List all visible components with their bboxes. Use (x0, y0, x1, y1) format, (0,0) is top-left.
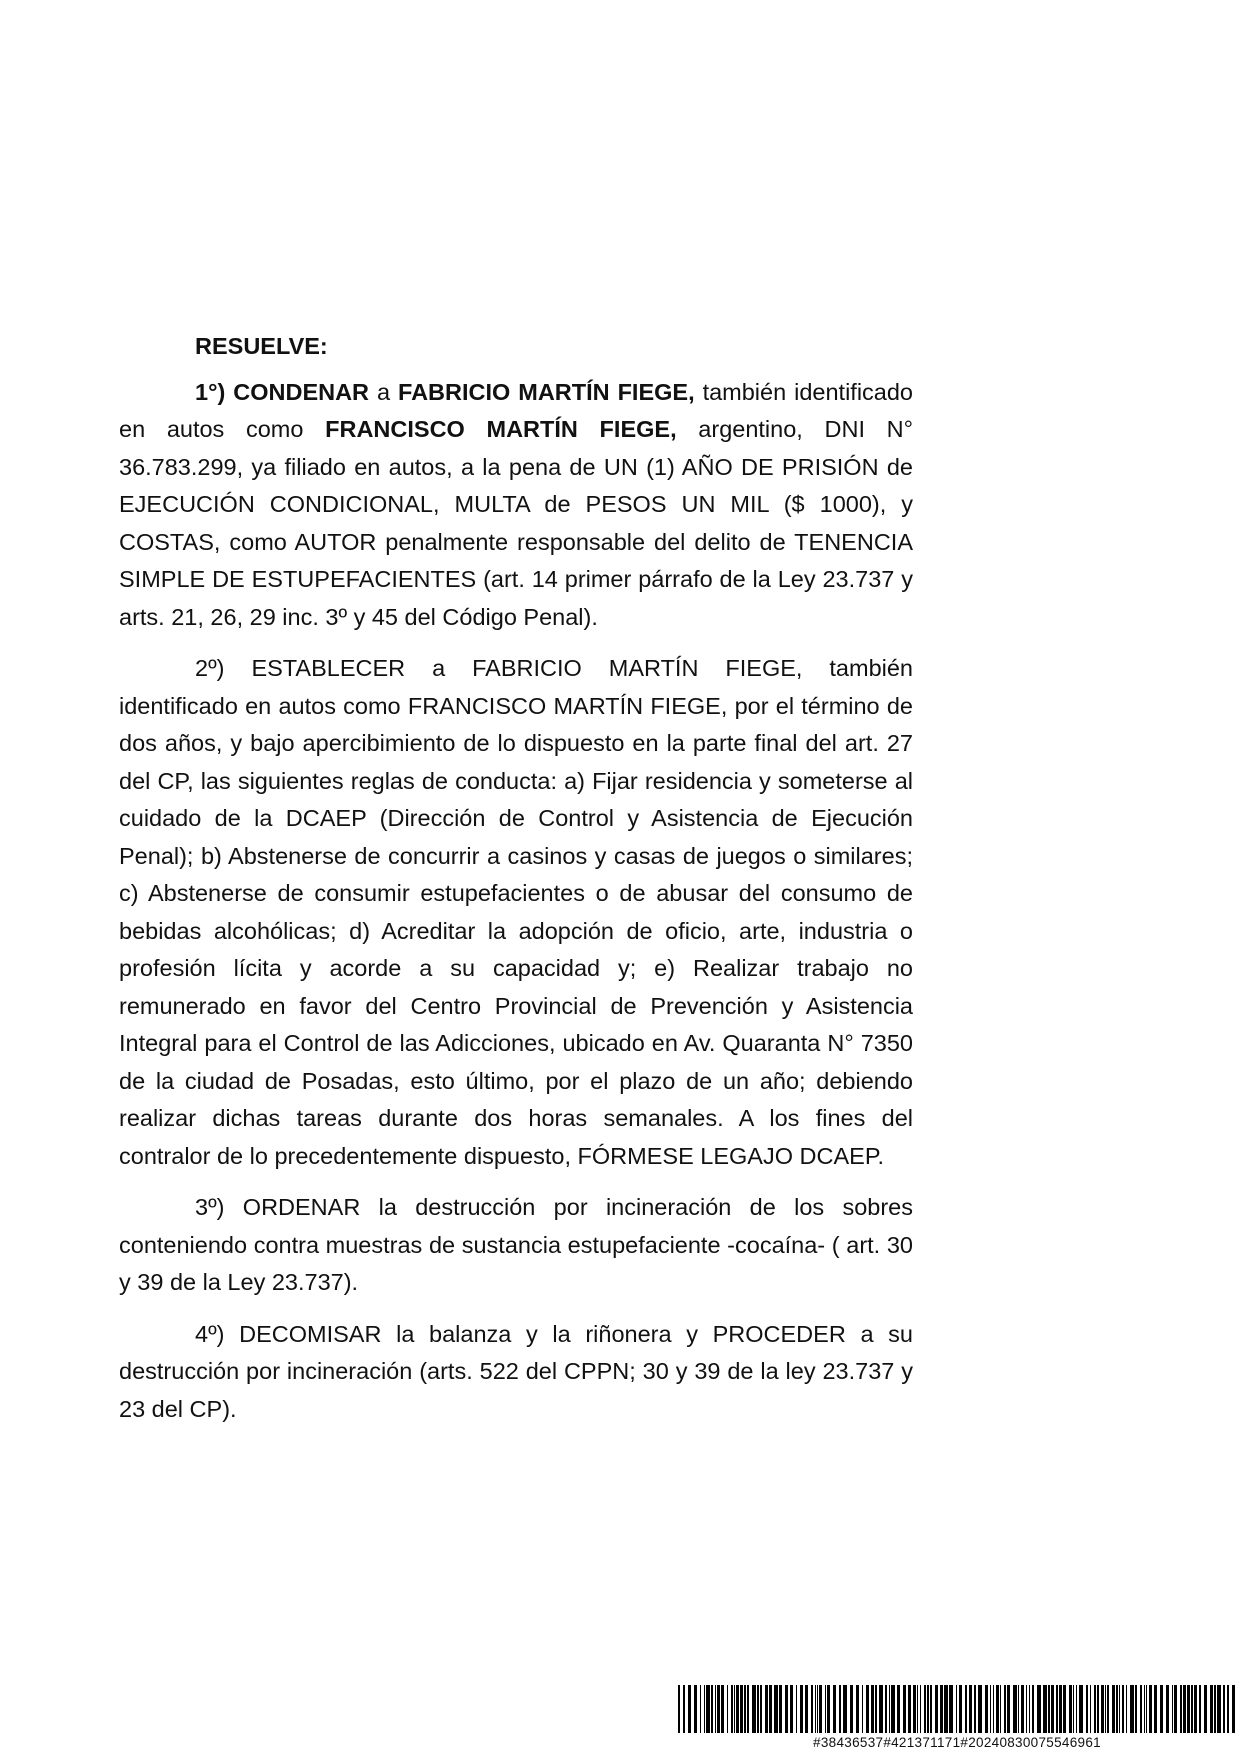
p1-rest: argentino, DNI N° 36.783.299, ya filiado en autos, a la pena de UN (1) AÑO DE PRISIÓN de EJECUCIÓN CONDICIONAL, MULTA de PESOS UN MIL ($ 1000), y COSTAS, como AUTOR penalmente responsable del delito de TENENCIA SIMPLE DE ESTUPEFACIENTES (art. 14 primer párrafo de la Ley 23.737 y arts. 21, 26, 29 inc. 3º y 45 del Código Penal). (119, 416, 914, 630)
paragraph-2: 2º) ESTABLECER a FABRICIO MARTÍN FIEGE, también identificado en autos como FRANCISCO MARTÍN FIEGE, por el término de dos años, y bajo apercibimiento de lo dispuesto en la parte final del art. 27 del CP, las siguientes reglas de conducta: a) Fijar residencia y someterse al cuidado de la DCAEP (Dirección de Control y Asistencia de Ejecución Penal); b) Abstenerse de concurrir a casinos y casas de juegos o similares; c) Abstenerse de consumir estupefacientes o de abusar del consumo de bebidas alcohólicas; d) Acreditar la adopción de oficio, arte, industria o profesión lícita y acorde a su capacidad y; e) Realizar trabajo no remunerado en favor del Centro Provincial de Prevención y Asistencia Integral para el Control de las Adicciones, ubicado en Av. Quaranta N° 7350 de la ciudad de Posadas, esto último, por el plazo de un año; debiendo realizar dichas tareas durante dos horas semanales. A los fines del contralor de lo precedentemente dispuesto, FÓRMESE LEGAJO DCAEP. (119, 655, 913, 1169)
barcode (678, 1685, 1236, 1753)
p1-verb: CONDENAR (233, 378, 370, 405)
resolution-body (119, 328, 913, 1442)
paragraph-3: 3º) ORDENAR la destrucción por incineración de los sobres conteniendo contra muestras de sustancia estupefaciente -cocaína- ( art. 30 y 39 de la Ley 23.737). (119, 1194, 913, 1295)
paragraph-1 (119, 374, 913, 637)
p1-name2: FRANCISCO MARTÍN FIEGE, (325, 416, 677, 442)
barcode-number: #38436537#421371171#20240830075546961 (813, 1735, 1101, 1750)
p1-name1: FABRICIO MARTÍN FIEGE, (398, 378, 695, 405)
p1-number: 1°) (195, 378, 226, 405)
resuelve-heading: RESUELVE: (195, 333, 328, 359)
p1-mid: también identificado en autos como (119, 378, 914, 442)
paragraph-4: 4º) DECOMISAR la balanza y la riñonera y PROCEDER a su destrucción por incineración (arts. 522 del CPPN; 30 y 39 de la ley 23.737 y 23 del CP). (119, 1320, 913, 1422)
barcode-icon (678, 1685, 1236, 1733)
p1-a: a (376, 378, 391, 405)
